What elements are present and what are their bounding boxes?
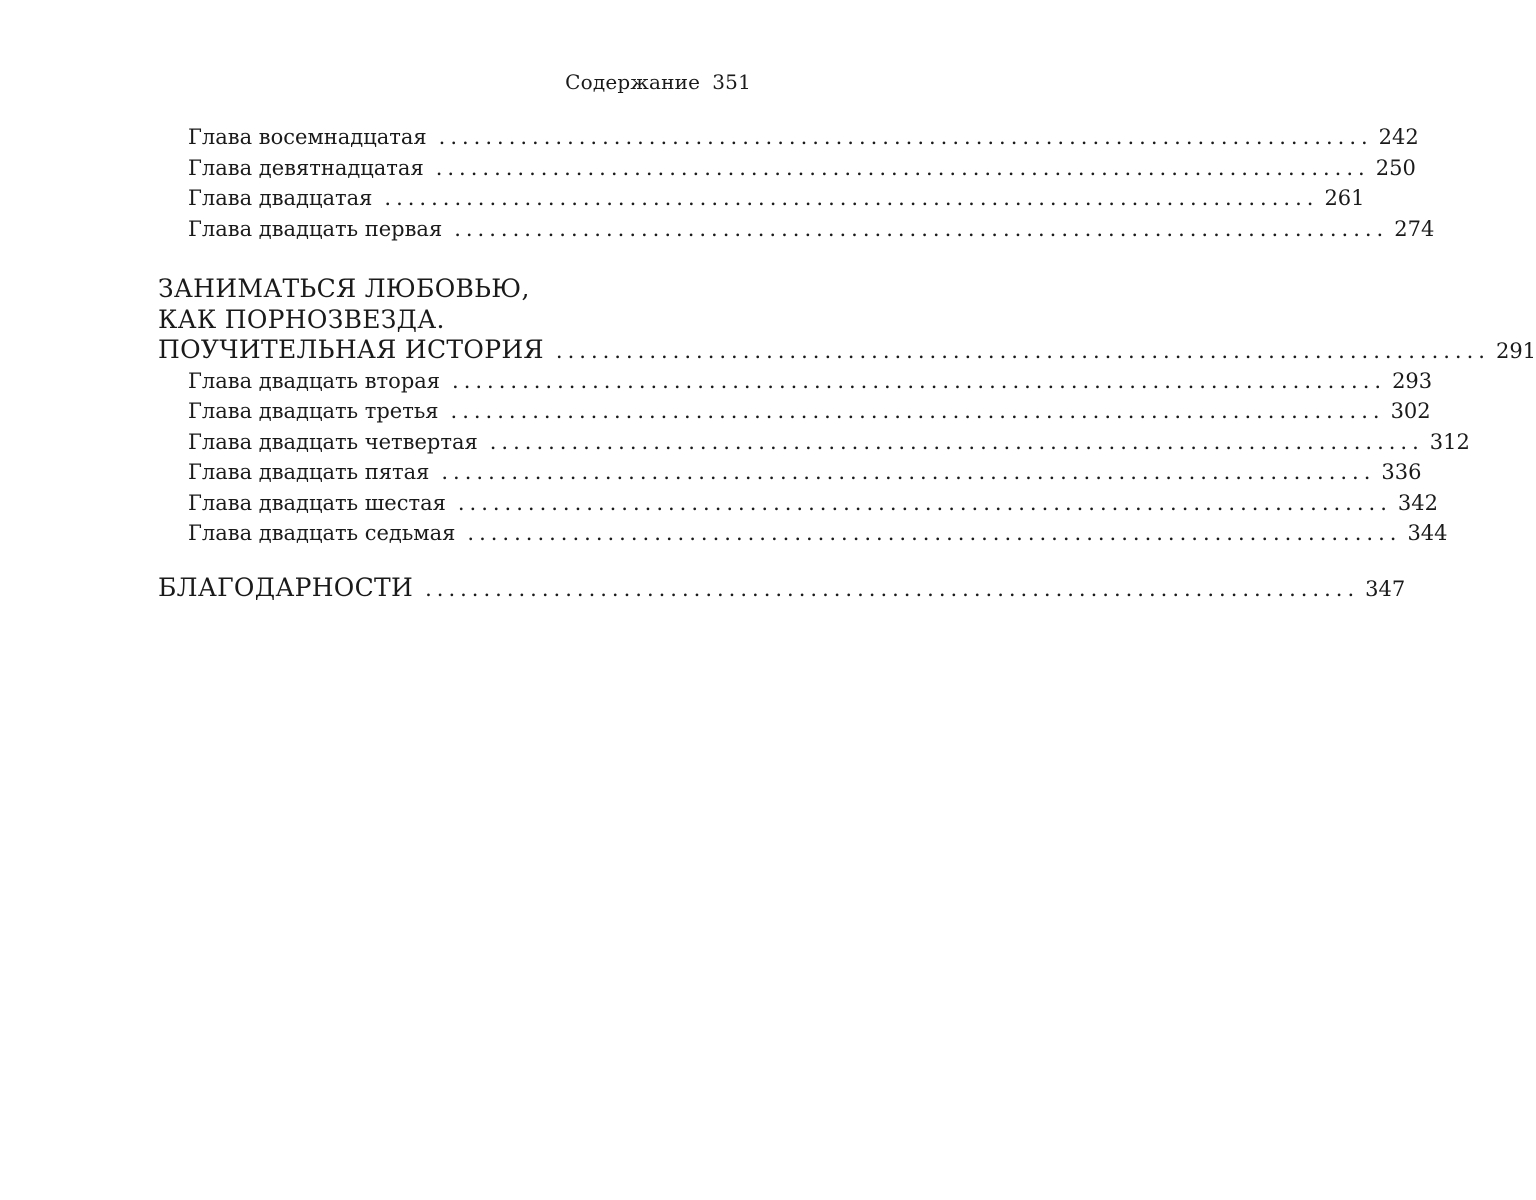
toc-entry-title: Глава девятнадцатая xyxy=(188,155,424,180)
leader-dots: ................................................................................ xyxy=(450,399,1385,423)
toc-entry-chapter-25[interactable] xyxy=(158,457,1422,488)
part-title-line-3: ПОУЧИТЕЛЬНАЯ ИСТОРИЯ xyxy=(158,335,544,364)
toc-entry-title: Глава двадцать четвертая xyxy=(188,429,478,454)
toc-entry-page: 342 xyxy=(1397,490,1438,515)
toc-entry-title: Глава восемнадцатая xyxy=(188,125,427,149)
toc-entry-page: 347 xyxy=(1365,576,1406,601)
toc-entry-page: 344 xyxy=(1407,521,1448,545)
toc-entry-chapter-24[interactable] xyxy=(158,427,1470,458)
leader-dots: ................................................................................ xyxy=(467,521,1402,545)
leader-dots: ................................................................................ xyxy=(435,155,1370,180)
leader-dots: ................................................................................ xyxy=(457,490,1392,515)
toc-entry-title: Глава двадцать первая xyxy=(188,216,443,241)
toc-entry-page: 336 xyxy=(1381,460,1422,484)
running-head-label: Содержание xyxy=(565,70,701,94)
toc-entry-page: 250 xyxy=(1375,155,1416,180)
toc-entry-page: 242 xyxy=(1378,125,1419,149)
toc-entry-page: 293 xyxy=(1392,368,1433,393)
toc-entry-title: Глава двадцать вторая xyxy=(188,368,441,393)
leader-dots: ................................................................................ xyxy=(441,460,1376,484)
toc-entry-title: Глава двадцать седьмая xyxy=(188,521,456,545)
toc-entry-chapter-18[interactable] xyxy=(158,122,1419,153)
leader-dots: ................................................................................ xyxy=(454,216,1389,241)
toc-entry-page: 291 xyxy=(1495,339,1536,363)
section-gap xyxy=(158,244,751,274)
toc-entry-acknowledgements[interactable] xyxy=(158,572,1406,604)
table-of-contents xyxy=(158,122,1536,603)
toc-entry-title: Глава двадцать шестая xyxy=(188,490,446,515)
leader-dots: ................................................................................ xyxy=(489,429,1424,454)
running-head-page-number: 351 xyxy=(712,70,751,94)
toc-entry-page: 302 xyxy=(1390,399,1431,423)
toc-entry-chapter-23[interactable] xyxy=(158,396,1431,427)
leader-dots: ................................................................................ xyxy=(555,339,1490,363)
leader-dots: ................................................................................ xyxy=(425,576,1360,601)
toc-entry-title: БЛАГОДАРНОСТИ xyxy=(158,572,414,602)
section-gap xyxy=(158,549,751,573)
leader-dots: ................................................................................ xyxy=(438,125,1373,149)
part-title-line-2: КАК ПОРНОЗВЕЗДА. xyxy=(158,304,445,334)
toc-entry-title: Глава двадцать третья xyxy=(188,399,439,423)
leader-dots: ................................................................................ xyxy=(452,368,1387,393)
toc-entry-chapter-21[interactable] xyxy=(158,214,1435,245)
toc-entry-chapter-26[interactable] xyxy=(158,488,1438,519)
toc-entry-chapter-19[interactable] xyxy=(158,153,1416,184)
toc-entry-chapter-27[interactable] xyxy=(158,518,1448,549)
leader-dots: ................................................................................ xyxy=(384,186,1319,210)
running-head xyxy=(565,70,751,94)
toc-entry-page: 261 xyxy=(1324,186,1365,210)
toc-entry-chapter-20[interactable] xyxy=(158,183,1365,214)
toc-entry-page: 274 xyxy=(1394,216,1435,241)
toc-entry-part[interactable] xyxy=(158,335,1536,366)
toc-entry-page: 312 xyxy=(1429,429,1470,454)
part-title-line-1: ЗАНИМАТЬСЯ ЛЮБОВЬЮ, xyxy=(158,274,530,303)
toc-entry-title: Глава двадцать пятая xyxy=(188,460,430,484)
toc-entry-title: Глава двадцатая xyxy=(188,186,373,210)
toc-entry-chapter-22[interactable] xyxy=(158,366,1433,397)
